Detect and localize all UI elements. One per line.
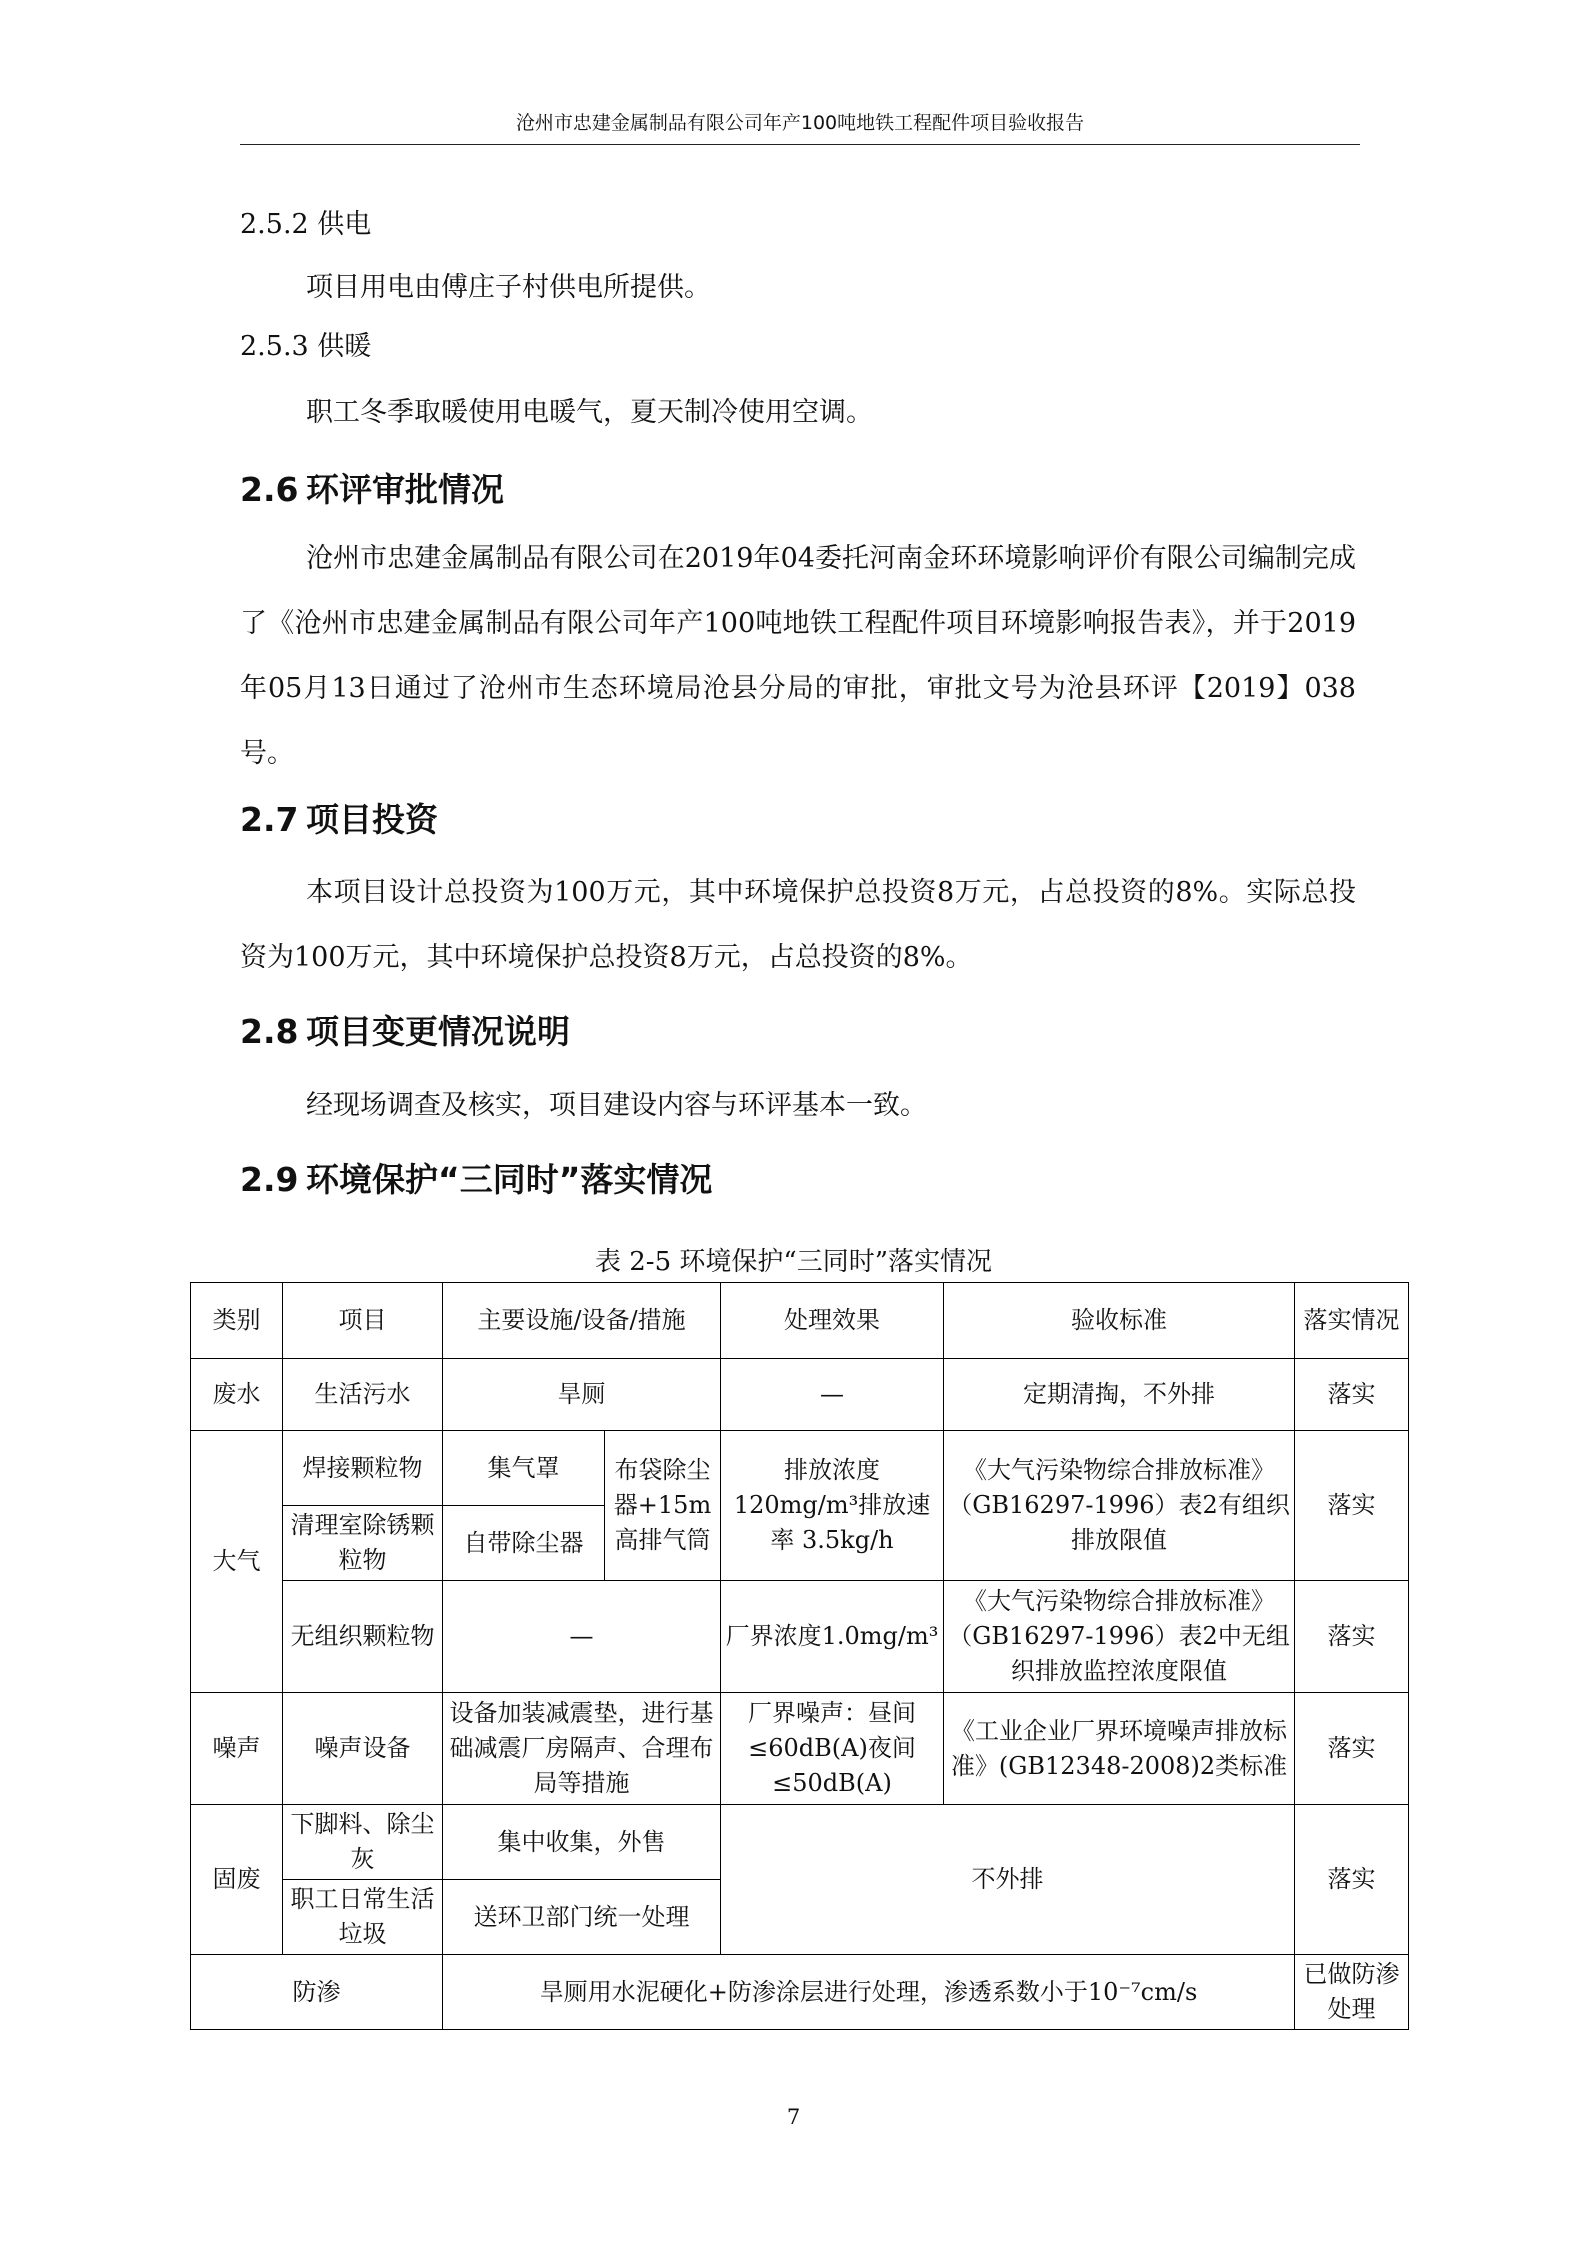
result-cell: 不外排 [721, 1805, 1295, 1955]
header-cell: 处理效果 [721, 1283, 944, 1359]
table-row [191, 1581, 1409, 1693]
effect-cell: 排放浓度120mg/m³排放速率 3.5kg/h [721, 1431, 944, 1581]
item-cell: 噪声设备 [283, 1693, 443, 1805]
page-number: 7 [786, 2105, 801, 2129]
status-cell: 落实 [1295, 1805, 1409, 1955]
section-number: 2.8 [240, 1012, 299, 1051]
item-cell: 焊接颗粒物 [283, 1431, 443, 1506]
header-cell: 主要设施/设备/措施 [443, 1283, 721, 1359]
measure-cell: 旱厕 [443, 1359, 721, 1431]
category-cell: 固废 [191, 1805, 283, 1955]
table-caption: 表 2-5 环境保护“三同时”落实情况 [595, 1247, 992, 1277]
section-title: 环评审批情况 [306, 470, 504, 509]
standard-cell: 定期清掏，不外排 [944, 1359, 1295, 1431]
section-2-6-heading [240, 470, 504, 510]
category-cell: 废水 [191, 1359, 283, 1431]
status-cell: 落实 [1295, 1359, 1409, 1431]
standard-cell: 《大气污染物综合排放标准》（GB16297-1996）表2中无组织排放监控浓度限值 [944, 1581, 1295, 1693]
section-title: 项目投资 [306, 800, 438, 839]
measure-cell: 自带除尘器 [443, 1506, 605, 1581]
table-row [191, 1693, 1409, 1805]
measure-cell: 集气罩 [443, 1431, 605, 1506]
header-cell: 项目 [283, 1283, 443, 1359]
effect-cell: 厂界浓度1.0mg/m³ [721, 1581, 944, 1693]
section-number: 2.6 [240, 470, 299, 509]
section-2-7-text: 本项目设计总投资为100万元，其中环境保护总投资8万元，占总投资的8%。实际总投资为100万元，其中环境保护总投资8万元，占总投资的8%。 [240, 877, 1356, 973]
section-2-8-text: 经现场调查及核实，项目建设内容与环评基本一致。 [306, 1090, 927, 1121]
section-title: 项目变更情况说明 [306, 1012, 570, 1051]
header-cell: 落实情况 [1295, 1283, 1409, 1359]
header-cell: 类别 [191, 1283, 283, 1359]
category-cell: 防渗 [191, 1955, 443, 2030]
standard-cell: 《工业企业厂界环境噪声排放标准》(GB12348-2008)2类标准 [944, 1693, 1295, 1805]
measure-cell: 旱厕用水泥硬化+防渗涂层进行处理，渗透系数小于10⁻⁷cm/s [443, 1955, 1295, 2030]
section-2-8-heading [240, 1012, 570, 1052]
section-2-9-heading [240, 1160, 712, 1200]
subsection-2-5-3-title: 2.5.3 供暖 [240, 331, 372, 362]
measure-cell: — [443, 1581, 721, 1693]
item-cell: 职工日常生活垃圾 [283, 1880, 443, 1955]
table-row [191, 1955, 1409, 2030]
table-row [191, 1359, 1409, 1431]
item-cell: 无组织颗粒物 [283, 1581, 443, 1693]
status-cell: 已做防渗处理 [1295, 1955, 1409, 2030]
effect-cell: — [721, 1359, 944, 1431]
subsection-2-5-2-title: 2.5.2 供电 [240, 209, 372, 240]
subsection-2-5-2-text: 项目用电由傅庄子村供电所提供。 [306, 272, 711, 303]
measure-cell: 设备加装减震垫，进行基础减震厂房隔声、合理布局等措施 [443, 1693, 721, 1805]
subsection-2-5-3-text: 职工冬季取暖使用电暖气，夏天制冷使用空调。 [306, 397, 873, 428]
section-number: 2.9 [240, 1160, 299, 1199]
measure-cell: 集中收集，外售 [443, 1805, 721, 1880]
status-cell: 落实 [1295, 1431, 1409, 1581]
section-2-6-text: 沧州市忠建金属制品有限公司在2019年04委托河南金环环境影响评价有限公司编制完成了《沧州市忠建金属制品有限公司年产100吨地铁工程配件项目环境影响报告表》，并于2019年05月13日通过了沧州市生态环境局沧县分局的审批，审批文号为沧县环评【2019】038号。 [240, 543, 1356, 769]
section-title: 环境保护“三同时”落实情况 [306, 1160, 713, 1199]
standard-cell: 《大气污染物综合排放标准》（GB16297-1996）表2有组织排放限值 [944, 1431, 1295, 1581]
header-cell: 验收标准 [944, 1283, 1295, 1359]
table-header-row [191, 1283, 1409, 1359]
item-cell: 清理室除锈颗粒物 [283, 1506, 443, 1581]
running-header: 沧州市忠建金属制品有限公司年产100吨地铁工程配件项目验收报告 [240, 110, 1360, 145]
measure-cell: 布袋除尘器+15m高排气筒 [605, 1431, 721, 1581]
table-row [191, 1431, 1409, 1506]
status-cell: 落实 [1295, 1581, 1409, 1693]
category-cell: 大气 [191, 1431, 283, 1693]
status-cell: 落实 [1295, 1693, 1409, 1805]
item-cell: 下脚料、除尘灰 [283, 1805, 443, 1880]
section-2-7-heading [240, 800, 438, 840]
three-simultaneous-table [190, 1282, 1409, 2030]
measure-cell: 送环卫部门统一处理 [443, 1880, 721, 1955]
effect-cell: 厂界噪声：昼间≤60dB(A)夜间≤50dB(A) [721, 1693, 944, 1805]
item-cell: 生活污水 [283, 1359, 443, 1431]
section-number: 2.7 [240, 800, 299, 839]
category-cell: 噪声 [191, 1693, 283, 1805]
table-row [191, 1805, 1409, 1880]
